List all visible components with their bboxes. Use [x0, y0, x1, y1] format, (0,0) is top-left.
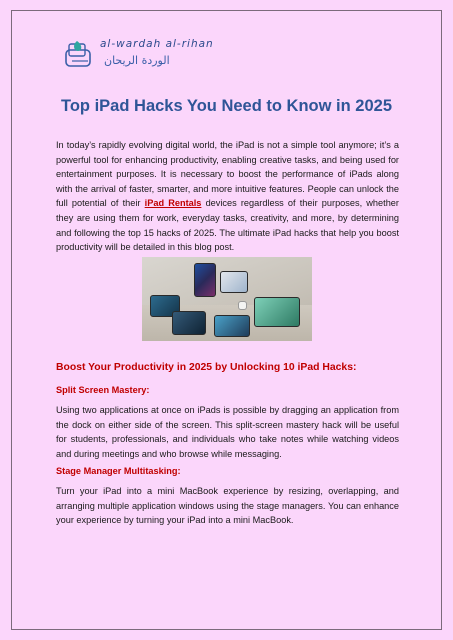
airpods-case [238, 301, 247, 310]
brand-logo[interactable] [62, 36, 222, 76]
logo-text-ar: الوردة الريحان [104, 54, 170, 67]
ipad-standing-2 [220, 271, 248, 293]
ipad-rentals-link[interactable]: iPad Rentals [144, 198, 202, 209]
section-heading: Boost Your Productivity in 2025 by Unlocking 10 iPad Hacks: [56, 362, 357, 373]
ipad-flat-2 [214, 315, 250, 337]
ipad-flat-3 [254, 297, 300, 327]
ipad-standing [194, 263, 216, 297]
hero-image-ipads [142, 257, 312, 341]
logo-text-en: al-wardah al-rihan [100, 38, 214, 50]
intro-paragraph [56, 138, 399, 255]
ipad-flat-1 [172, 311, 206, 335]
paragraph-split-screen: Using two applications at once on iPads is possible by dragging an application from the dock on either side of the screen. This split-screen mastery hack will be useful for students, professionals, and individuals who take notes while watching videos and during meetings and who browse while messaging. [56, 405, 399, 459]
logo-mark-icon [62, 38, 98, 70]
intro-text-1: In today’s rapidly evolving digital world, the iPad is not a simple tool anymore; it’s a powerful tool for enhancing productivity, enabling creative tasks, and being used for entertainment purposes. It is necessary to boost the performance of iPads along with the arrival of faster, smarter, and more intuitive features. People can unlock the full potential of their [56, 140, 399, 209]
page-title: Top iPad Hacks You Need to Know in 2025 [61, 97, 392, 115]
paragraph-stage-manager: Turn your iPad into a mini MacBook experience by resizing, overlapping, and arranging multiple application windows using the stage managers. You can enhance your experience by turning your iPad into a mini MacBook. [56, 486, 399, 526]
intro-text-2: devices regardless of their purposes, whether they are using them for work, everyday tasks, creativity, and more, by determining and following the top 15 hacks of 2025. The ultimate iPad hacks that help you boost productivity will be detailed in this blog post. [56, 198, 399, 253]
subheading-stage-manager: Stage Manager Multitasking: [56, 466, 181, 476]
subheading-split-screen: Split Screen Mastery: [56, 385, 150, 395]
